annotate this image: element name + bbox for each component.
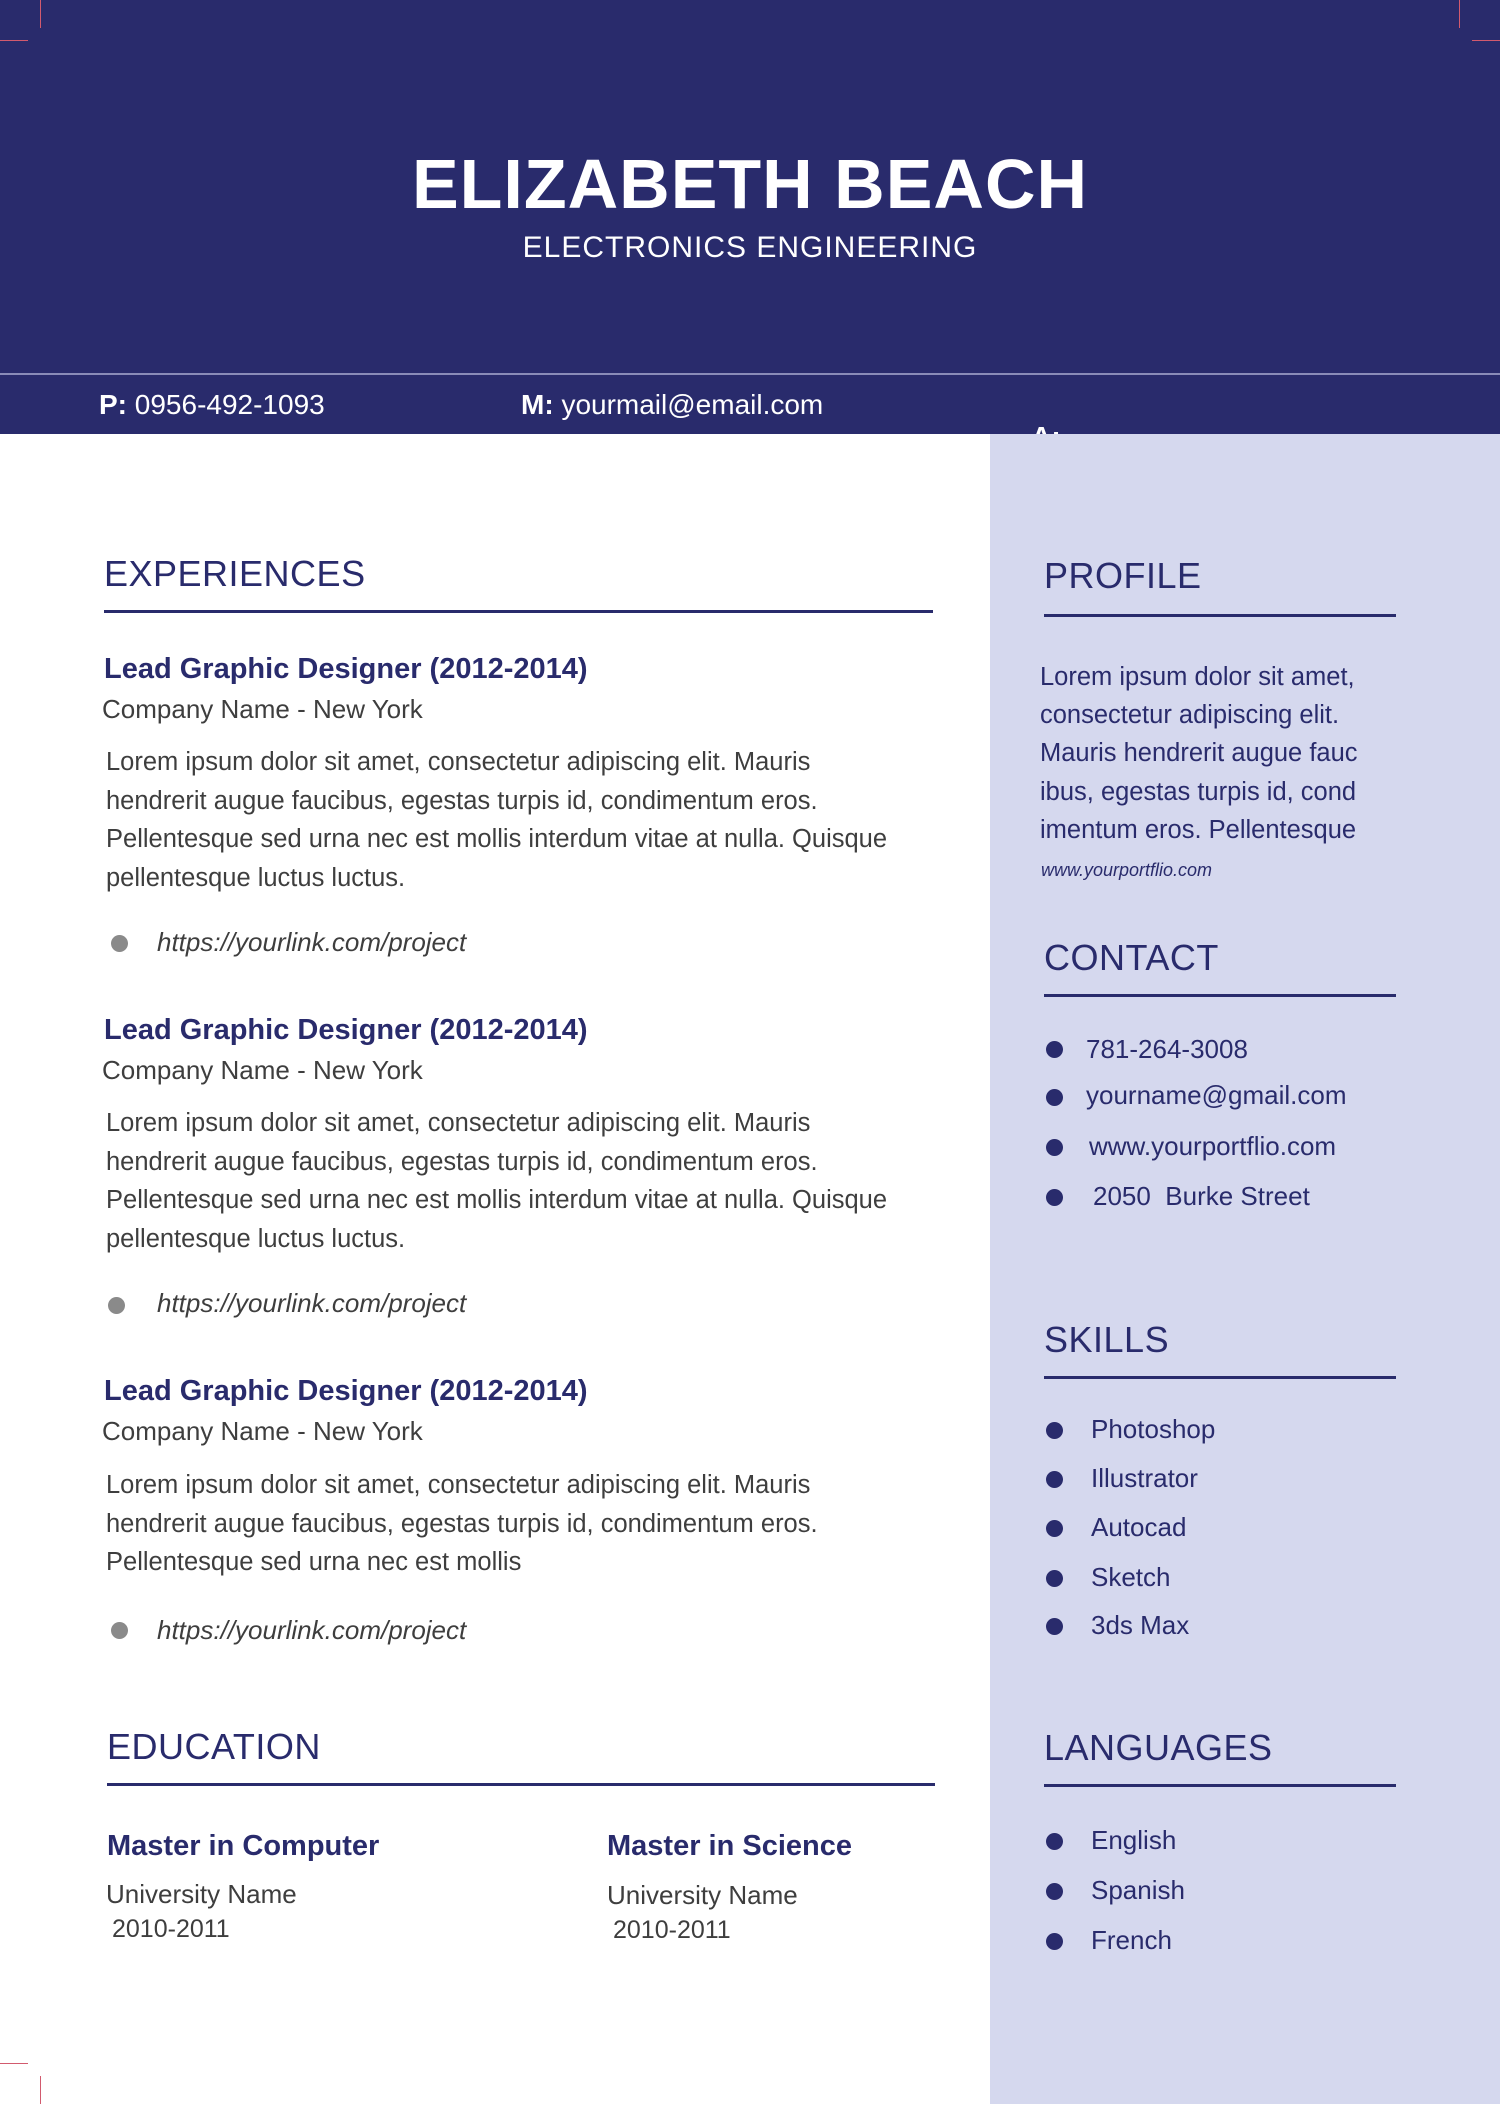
crop-mark: [1459, 0, 1460, 28]
experience-company: Company Name - New York: [102, 1416, 423, 1446]
experiences-heading: EXPERIENCES: [104, 553, 366, 594]
bullet-icon: [1046, 1833, 1063, 1850]
bullet-icon: [1046, 1933, 1063, 1950]
project-link[interactable]: https://yourlink.com/project: [157, 1288, 467, 1318]
experience-company: Company Name - New York: [102, 1055, 423, 1085]
contact-email[interactable]: yourname@gmail.com: [1086, 1080, 1347, 1110]
bullet-icon: [1046, 1570, 1063, 1587]
profile-heading: PROFILE: [1044, 555, 1202, 596]
skill-item: Illustrator: [1091, 1463, 1198, 1493]
language-item: English: [1091, 1825, 1177, 1855]
language-item: Spanish: [1091, 1875, 1185, 1905]
bullet-icon: [1046, 1041, 1063, 1058]
skill-item: Photoshop: [1091, 1414, 1216, 1444]
education-university: University Name: [607, 1880, 798, 1910]
bullet-icon: [1046, 1089, 1063, 1106]
skill-item: Autocad: [1091, 1512, 1187, 1542]
crop-mark: [1472, 40, 1500, 41]
project-link[interactable]: https://yourlink.com/project: [157, 1615, 467, 1645]
crop-mark: [40, 2076, 41, 2104]
education-degree: Master in Science: [607, 1830, 852, 1862]
bullet-icon: [1046, 1422, 1063, 1439]
contact-address: 2050 Burke Street: [1093, 1181, 1310, 1211]
contact-phone: 781-264-3008: [1086, 1034, 1248, 1064]
person-name: ELIZABETH BEACH: [411, 145, 1089, 223]
skill-item: 3ds Max: [1091, 1610, 1190, 1640]
contact-heading: CONTACT: [1044, 937, 1219, 978]
bullet-icon: [111, 1622, 128, 1639]
education-university: University Name: [106, 1879, 297, 1909]
experience-title: Lead Graphic Designer (2012-2014): [104, 653, 588, 685]
experience-title: Lead Graphic Designer (2012-2014): [104, 1014, 588, 1046]
education-rule: [107, 1783, 935, 1786]
contact-rule: [1044, 994, 1396, 997]
resume-header: [0, 0, 1500, 373]
language-item: French: [1091, 1925, 1172, 1955]
phone-label: P:: [99, 389, 127, 420]
languages-heading: LANGUAGES: [1044, 1727, 1273, 1768]
bullet-icon: [111, 935, 128, 952]
crop-mark: [0, 40, 28, 41]
project-link[interactable]: https://yourlink.com/project: [157, 927, 467, 957]
bullet-icon: [1046, 1471, 1063, 1488]
bullet-icon: [1046, 1520, 1063, 1537]
education-years: 2010-2011: [112, 1915, 230, 1943]
profile-text: Lorem ipsum dolor sit amet, consectetur adipiscing elit. Mauris hendrerit augue fauc ibus, egestas turpis id, cond imentum eros. Pellentesque: [1040, 663, 1358, 844]
experience-title: Lead Graphic Designer (2012-2014): [104, 1375, 588, 1407]
bullet-icon: [1046, 1139, 1063, 1156]
profile-rule: [1044, 614, 1396, 617]
crop-mark: [40, 0, 41, 28]
contact-website[interactable]: www.yourportflio.com: [1089, 1131, 1337, 1161]
skills-rule: [1044, 1376, 1396, 1379]
languages-rule: [1044, 1784, 1396, 1787]
bullet-icon: [1046, 1189, 1063, 1206]
education-degree: Master in Computer: [107, 1830, 380, 1862]
mail-value: yourmail@email.com: [561, 389, 824, 420]
education-heading: EDUCATION: [107, 1726, 321, 1767]
bullet-icon: [1046, 1883, 1063, 1900]
portfolio-link[interactable]: www.yourportflio.com: [1041, 860, 1213, 880]
experience-description: Lorem ipsum dolor sit amet, consectetur adipiscing elit. Mauris hendrerit augue faucibus, egestas turpis id, condimentum eros. Pellentesque sed urna nec est mollis interdum vitae at nulla. Quisque pellentesque luctus luctus.: [106, 1109, 888, 1253]
skill-item: Sketch: [1091, 1562, 1171, 1592]
mail-info: [521, 389, 823, 421]
bullet-icon: [108, 1297, 125, 1314]
phone-info: [99, 389, 325, 421]
mail-label: M:: [521, 389, 554, 420]
experiences-rule: [104, 610, 933, 613]
experience-description: Lorem ipsum dolor sit amet, consectetur adipiscing elit. Mauris hendrerit augue faucibus, egestas turpis id, condimentum eros. Pellentesque sed urna nec est mollis interdum vitae at nulla. Quisque pellentesque luctus luctus.: [106, 748, 888, 892]
experience-description: Lorem ipsum dolor sit amet, consectetur adipiscing elit. Mauris hendrerit augue faucibus, egestas turpis id, condimentum eros. Pellentesque sed urna nec est mollis: [106, 1471, 818, 1576]
job-title: ELECTRONICS ENGINEERING: [522, 231, 978, 264]
skills-heading: SKILLS: [1044, 1319, 1170, 1360]
contact-bar: [0, 375, 1500, 434]
education-years: 2010-2011: [613, 1916, 731, 1944]
phone-value: 0956-492-1093: [134, 389, 325, 420]
crop-mark: [0, 2063, 28, 2064]
bullet-icon: [1046, 1618, 1063, 1635]
experience-company: Company Name - New York: [102, 694, 423, 724]
